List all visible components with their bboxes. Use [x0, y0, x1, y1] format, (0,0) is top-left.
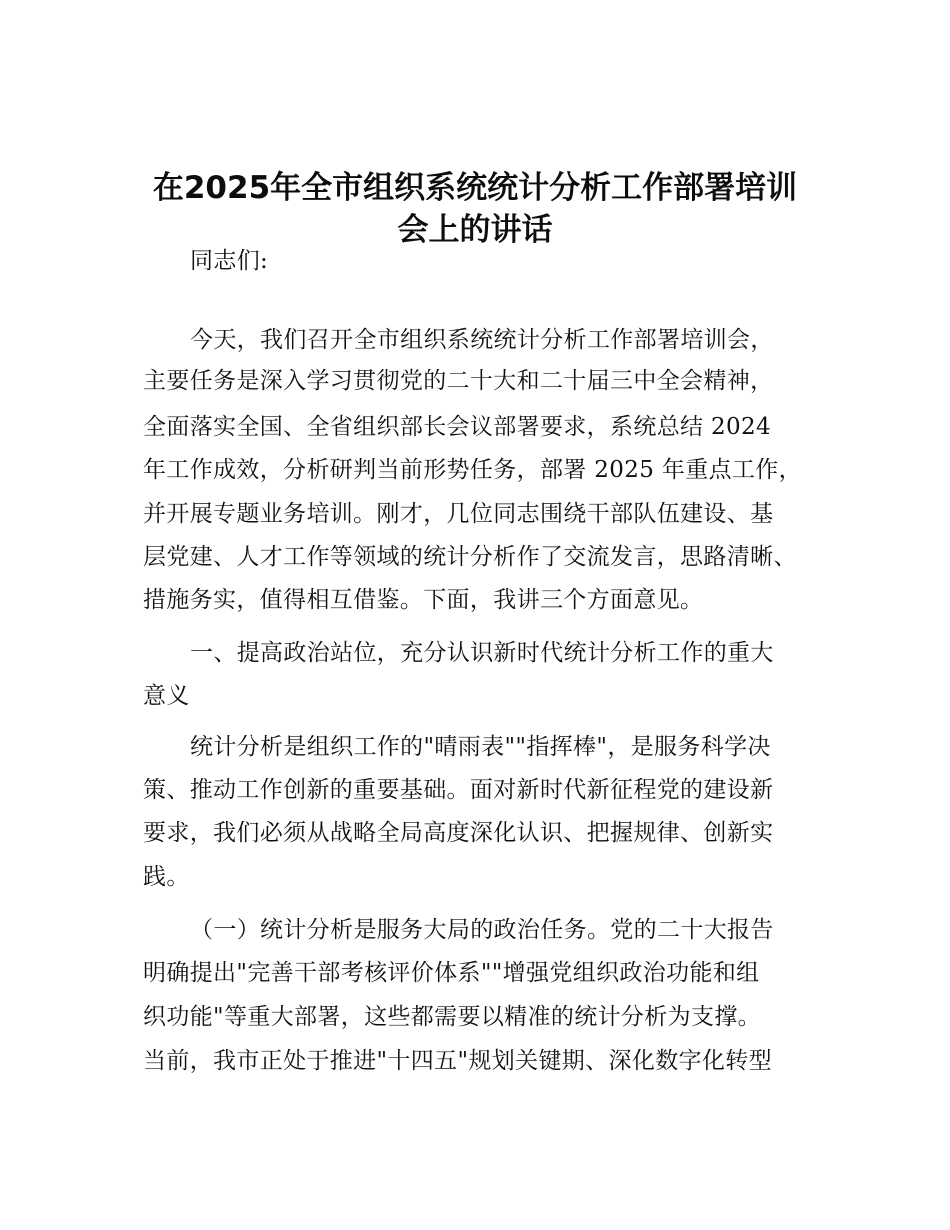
paragraph-line: 主要任务是深入学习贯彻党的二十大和二十届三中全会精神，	[143, 368, 774, 394]
paragraph-line: 要求，我们必须从战略全局高度深化认识、把握规律、创新实	[143, 820, 774, 846]
paragraph-line: 当前，我市正处于推进"十四五"规划关键期、深化数字化转型	[143, 1048, 772, 1074]
section-heading-line: 一、提高政治站位，充分认识新时代统计分析工作的重大	[190, 640, 774, 666]
paragraph-line: 今天，我们召开全市组织系统统计分析工作部署培训会，	[190, 327, 774, 353]
paragraph-line: 明确提出"完善干部考核评价体系""增强党组织政治功能和组	[143, 960, 760, 986]
paragraph-line: 践。	[143, 864, 190, 890]
paragraph-line: 措施务实，值得相互借鉴。下面，我讲三个方面意见。	[143, 587, 704, 613]
paragraph-line: 全面落实全国、全省组织部长会议部署要求，系统总结 2024	[143, 414, 771, 440]
paragraph-line: 层党建、人才工作等领域的统计分析作了交流发言，思路清晰、	[143, 544, 797, 570]
document-title-line-2: 会上的讲话	[397, 212, 553, 248]
document-title-line-1: 在2025年全市组织系统统计分析工作部署培训	[152, 170, 798, 206]
section-heading-line: 意义	[143, 683, 190, 709]
paragraph-line: 年工作成效，分析研判当前形势任务，部署 2025 年重点工作，	[143, 457, 803, 483]
paragraph-line: 统计分析是组织工作的"晴雨表""指挥棒"，是服务科学决	[190, 734, 771, 760]
salutation: 同志们:	[190, 248, 269, 274]
paragraph-line: 策、推动工作创新的重要基础。面对新时代新征程党的建设新	[143, 777, 774, 803]
paragraph-line: （一）统计分析是服务大局的政治任务。党的二十大报告	[190, 917, 774, 943]
paragraph-line: 织功能"等重大部署，这些都需要以精准的统计分析为支撑。	[143, 1004, 762, 1030]
paragraph-line: 并开展专题业务培训。刚才，几位同志围绕干部队伍建设、基	[143, 501, 774, 527]
